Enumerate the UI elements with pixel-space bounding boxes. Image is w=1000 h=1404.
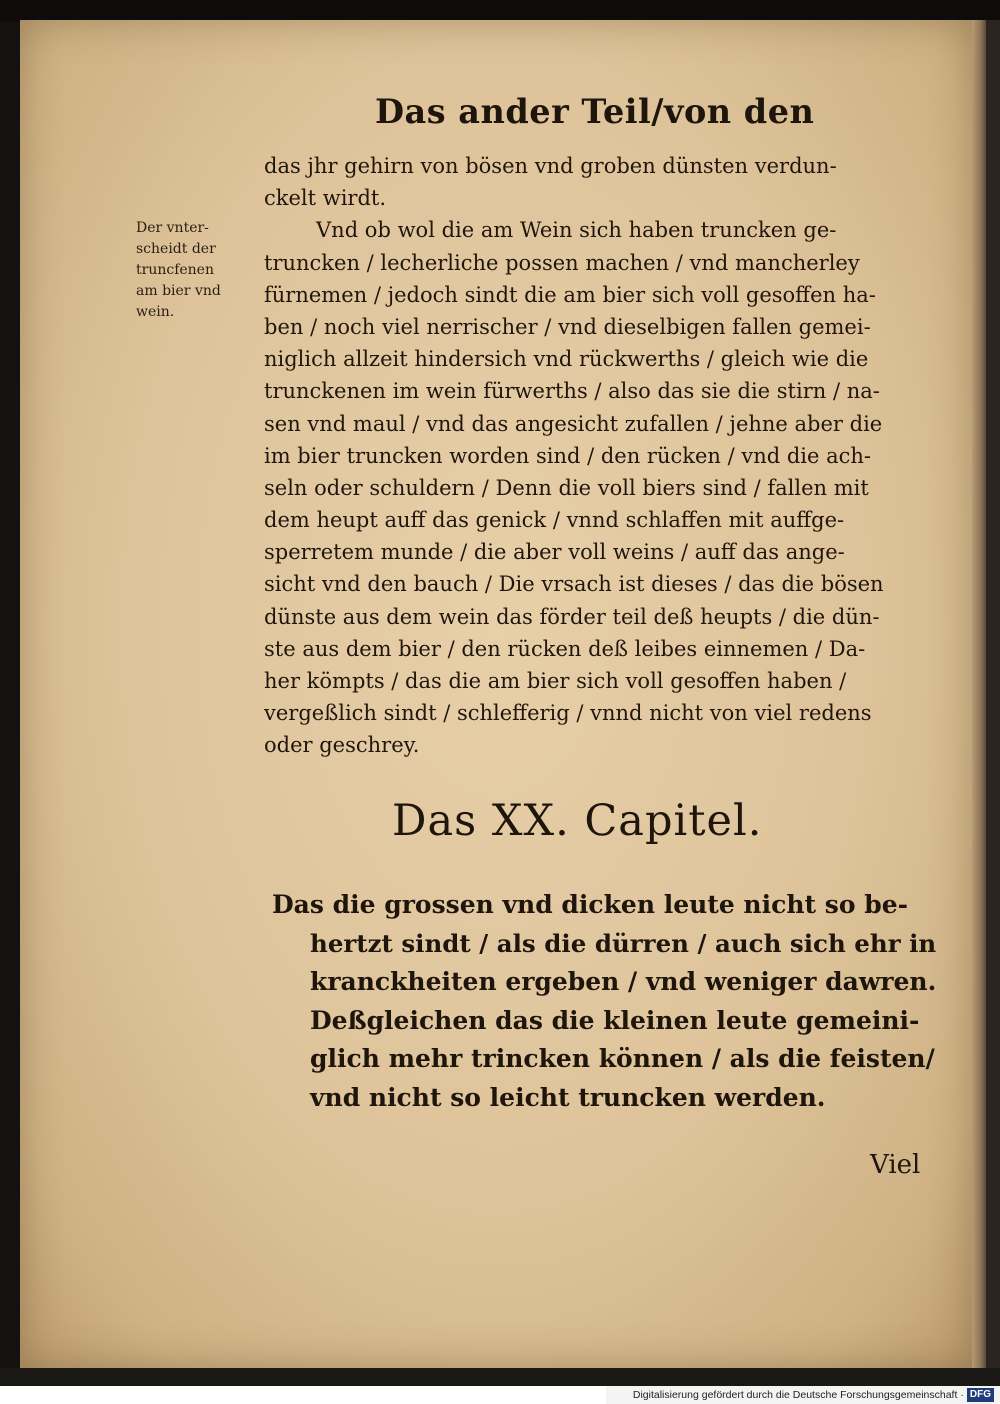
footer-blank [0, 1386, 606, 1404]
margin-note [136, 218, 260, 323]
chapter-title: Das XX. Capitel. [392, 796, 763, 846]
summary-line: Das die grossen vnd dicken leute nicht so be- [272, 890, 908, 919]
scan-right-border [986, 20, 1000, 1368]
dfg-logo-icon: DFG [967, 1388, 994, 1402]
body-line: Vnd ob wol die am Wein sich haben truncken ge- [316, 218, 837, 243]
chapter-summary [272, 886, 936, 1117]
margin-note-line: truncfenen [136, 262, 214, 278]
running-header: Das ander Teil/von den [375, 92, 815, 131]
scan-top-border [0, 0, 1000, 22]
margin-note-line: wein. [136, 304, 175, 320]
footer-separator: · [960, 1389, 964, 1401]
body-line: her kömpts / das die am bier sich voll gesoffen haben / [264, 669, 847, 693]
body-line: dünste aus dem wein das förder teil deß heupts / die dün- [264, 604, 880, 629]
body-line: oder geschrey. [264, 733, 420, 758]
scan-bottom-border [0, 1368, 1000, 1386]
body-line: sicht vnd den bauch / Die vrsach ist dieses / das die bösen [264, 572, 884, 597]
body-line: ben / noch viel nerrischer / vnd dieselbigen fallen gemei- [264, 314, 871, 339]
body-line: im bier truncken worden sind / den rücken / vnd die ach- [264, 443, 872, 468]
margin-note-line: am bier vnd [136, 283, 221, 299]
body-line: sen vnd maul / vnd das angesicht zufallen / jehne aber die [264, 411, 883, 436]
body-line: seln oder schuldern / Denn die voll biers sind / fallen mit [264, 475, 869, 500]
body-line: truncken / lecherliche possen machen / vnd mancherley [264, 250, 860, 275]
summary-line: vnd nicht so leicht truncken werden. [310, 1082, 826, 1112]
body-line: dem heupt auff das genick / vnnd schlaffen mit auffge- [264, 508, 845, 533]
body-line: fürnemen / jedoch sindt die am bier sich voll gesoffen ha- [264, 282, 876, 307]
body-line: das jhr gehirn von bösen vnd groben dünsten verdun- [264, 154, 837, 178]
body-line: ckelt wirdt. [264, 186, 387, 211]
summary-line: glich mehr trincken können / als die feisten/ [310, 1044, 935, 1073]
body-line: sperretem munde / die aber voll weins / auff das ange- [264, 540, 845, 565]
body-line: ste aus dem bier / den rücken deß leibes einnemen / Da- [264, 636, 866, 661]
summary-line: hertzt sindt / als die dürren / auch sich ehr in [310, 928, 937, 958]
body-line: niglich allzeit hindersich vnd rückwerths / gleich wie die [264, 347, 869, 372]
funding-notice: Digitalisierung gefördert durch die Deutsche Forschungsgemeinschaft [632, 1389, 958, 1401]
body-line: trunckenen im wein fürwerths / also das sie die stirn / na- [264, 379, 880, 404]
body-line: vergeßlich sindt / schlefferig / vnnd nicht von viel redens [264, 701, 872, 726]
margin-note-line: Der vnter- [136, 220, 209, 236]
margin-note-line: scheidt der [136, 241, 216, 257]
summary-line: kranckheiten ergeben / vnd weniger dawren. [310, 967, 937, 996]
page-fore-edge [972, 20, 986, 1368]
summary-line: Deßgleichen das die kleinen leute gemeini- [310, 1005, 920, 1035]
catchword: Viel [870, 1150, 921, 1180]
funding-footer [606, 1386, 1000, 1404]
body-text [264, 150, 930, 762]
